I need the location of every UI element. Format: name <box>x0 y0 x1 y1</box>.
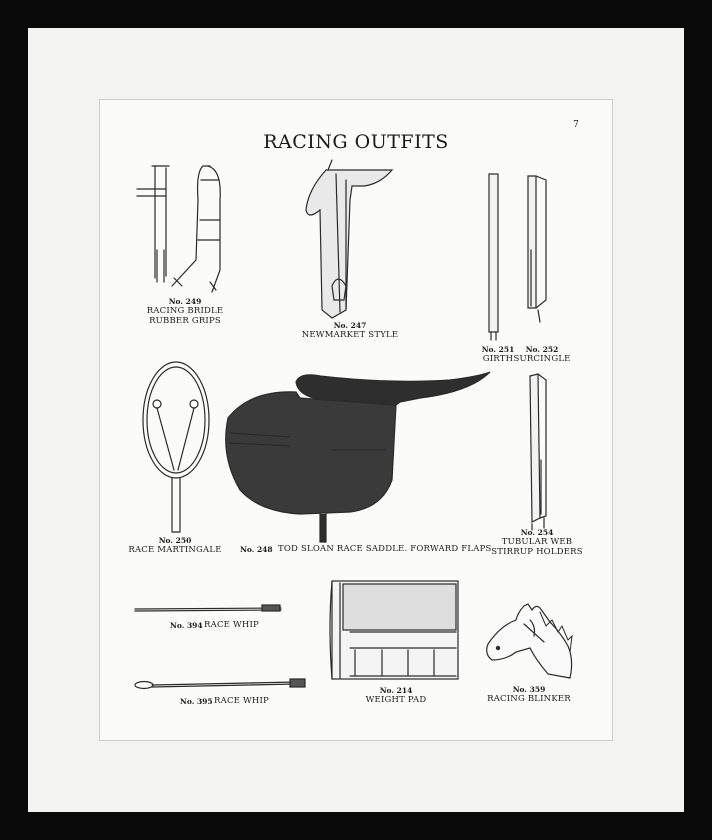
page-number: 7 <box>573 120 579 130</box>
page-title: RACING OUTFITS <box>263 131 449 153</box>
item-label-line: STIRRUP HOLDERS <box>491 547 583 557</box>
item-number: No. 251 <box>481 345 515 354</box>
item-label-line: GIRTH <box>482 354 514 364</box>
item-number: No. 247 <box>333 321 367 330</box>
illustrations <box>100 100 612 740</box>
race-whip-395-illustration <box>135 679 305 689</box>
item-label-line: WEIGHT PAD <box>365 695 427 705</box>
item-label-line: TUBULAR WEB <box>501 537 573 547</box>
item-race-whip-395 <box>180 698 300 710</box>
item-label-line: SURCINGLE <box>513 354 571 364</box>
item-number: No. 359 <box>512 685 546 694</box>
catalog-page <box>100 100 612 740</box>
race-whip-394-illustration <box>135 605 281 611</box>
item-label-line: RACING BLINKER <box>487 694 571 704</box>
item-label-line: RACE WHIP <box>204 620 259 630</box>
item-label-line: NEWMARKET STYLE <box>301 330 399 340</box>
item-tod-sloan-saddle <box>240 544 492 558</box>
item-number: No. 248 <box>240 545 273 554</box>
item-number: No. 254 <box>520 528 554 537</box>
item-number: No. 214 <box>379 686 413 695</box>
item-label-line: RACE MARTINGALE <box>128 545 222 555</box>
racing-blinker-illustration <box>487 604 572 678</box>
item-race-whip-394 <box>170 622 290 634</box>
newmarket-saddle-illustration <box>306 160 392 318</box>
item-number: No. 252 <box>525 345 559 354</box>
surcingle-illustration <box>528 176 546 322</box>
item-label-line: TOD SLOAN RACE SADDLE. FORWARD FLAPS <box>278 544 492 554</box>
item-label-line: RUBBER GRIPS <box>149 316 221 326</box>
racing-bridle-illustration <box>137 166 220 292</box>
item-number: No. 250 <box>158 536 192 545</box>
weight-pad-illustration <box>330 581 458 679</box>
tod-sloan-saddle-illustration <box>226 372 490 542</box>
girth-illustration <box>489 174 498 340</box>
item-number: No. 395 <box>180 697 213 706</box>
item-number: No. 249 <box>168 297 202 306</box>
race-martingale-illustration <box>143 362 209 532</box>
item-number: No. 394 <box>170 621 203 630</box>
item-label-line: RACING BRIDLE <box>146 306 224 316</box>
item-label-line: RACE WHIP <box>214 696 269 706</box>
stirrup-holders-illustration <box>530 374 546 530</box>
